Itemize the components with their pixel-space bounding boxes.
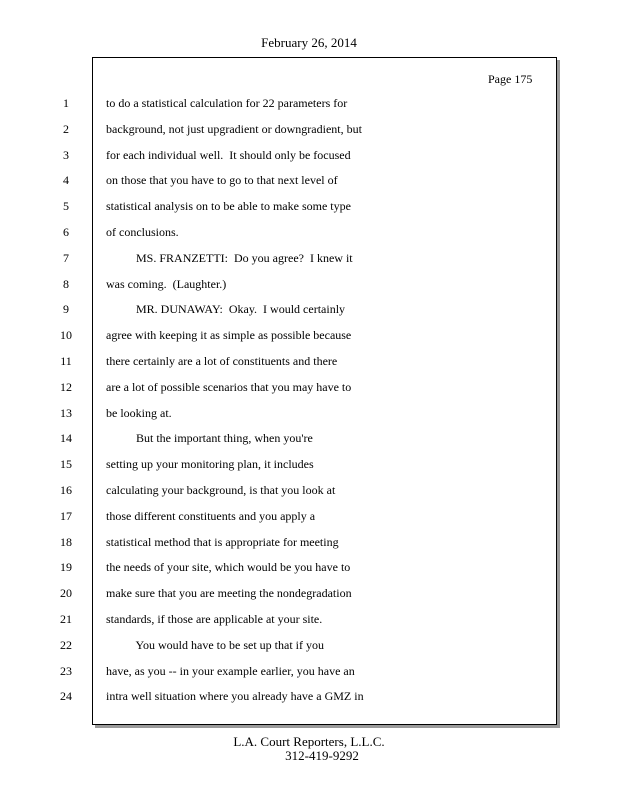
line-text: to do a statistical calculation for 22 parameters for xyxy=(106,96,348,110)
footer-company: L.A. Court Reporters, L.L.C. xyxy=(233,734,385,749)
line-number: 24 xyxy=(60,689,72,704)
line-text: But the important thing, when you're xyxy=(106,431,313,446)
line-text: MR. DUNAWAY: Okay. I would certainly xyxy=(106,302,346,317)
line-number: 2 xyxy=(63,121,69,136)
line-text: agree with keeping it as simple as possible because xyxy=(106,328,352,343)
transcript-date: February 26, 2014 xyxy=(261,35,357,50)
line-number: 1 xyxy=(63,96,69,110)
line-text: intra well situation where you already have a GMZ in xyxy=(106,689,364,704)
line-text: be looking at. xyxy=(106,405,172,420)
line-text: of conclusions. xyxy=(106,225,179,239)
line-text: statistical analysis on to be able to make some type xyxy=(106,199,351,214)
line-number: 7 xyxy=(63,250,69,265)
line-text: was coming. (Laughter.) xyxy=(106,276,227,291)
footer xyxy=(0,735,618,763)
line-number: 6 xyxy=(63,225,69,239)
line-text: the needs of your site, which would be you have to xyxy=(106,560,351,575)
line-text: calculating your background, is that you look at xyxy=(106,483,336,497)
line-text: make sure that you are meeting the nondegradation xyxy=(106,586,352,601)
line-text: setting up your monitoring plan, it includes xyxy=(106,457,314,472)
line-text: standards, if those are applicable at your site. xyxy=(106,612,323,626)
line-number: 22 xyxy=(60,637,72,652)
line-number: 8 xyxy=(63,276,69,291)
line-text: have, as you -- in your example earlier, you have an xyxy=(106,663,355,678)
line-text: You would have to be set up that if you xyxy=(106,637,324,652)
line-text: are a lot of possible scenarios that you may have to xyxy=(106,379,352,394)
line-number: 11 xyxy=(60,354,72,368)
line-number: 9 xyxy=(63,302,69,317)
line-number: 17 xyxy=(60,508,72,523)
line-number: 12 xyxy=(60,379,72,394)
line-text: on those that you have to go to that next level of xyxy=(106,173,338,188)
line-text: those different constituents and you apply a xyxy=(106,508,316,523)
line-number: 3 xyxy=(63,147,69,162)
line-number: 19 xyxy=(60,560,72,575)
line-number: 4 xyxy=(63,173,69,188)
line-number: 10 xyxy=(60,328,72,343)
line-number: 13 xyxy=(60,405,72,420)
line-number: 18 xyxy=(60,534,72,549)
line-text: statistical method that is appropriate for meeting xyxy=(106,534,339,549)
line-text: background, not just upgradient or downgradient, but xyxy=(106,121,362,136)
line-number: 20 xyxy=(60,586,72,601)
footer-phone: 312-419-9292 xyxy=(285,748,359,763)
line-number: 16 xyxy=(60,483,72,497)
line-number: 15 xyxy=(60,457,72,472)
line-number: 14 xyxy=(60,431,72,446)
page-number: Page 175 xyxy=(488,72,533,86)
line-number: 21 xyxy=(60,612,72,626)
line-text: there certainly are a lot of constituents and there xyxy=(106,354,338,368)
line-number: 5 xyxy=(63,199,69,214)
line-text: MS. FRANZETTI: Do you agree? I knew it xyxy=(106,250,353,265)
line-text: for each individual well. It should only be focused xyxy=(106,147,351,162)
line-number: 23 xyxy=(60,663,72,678)
